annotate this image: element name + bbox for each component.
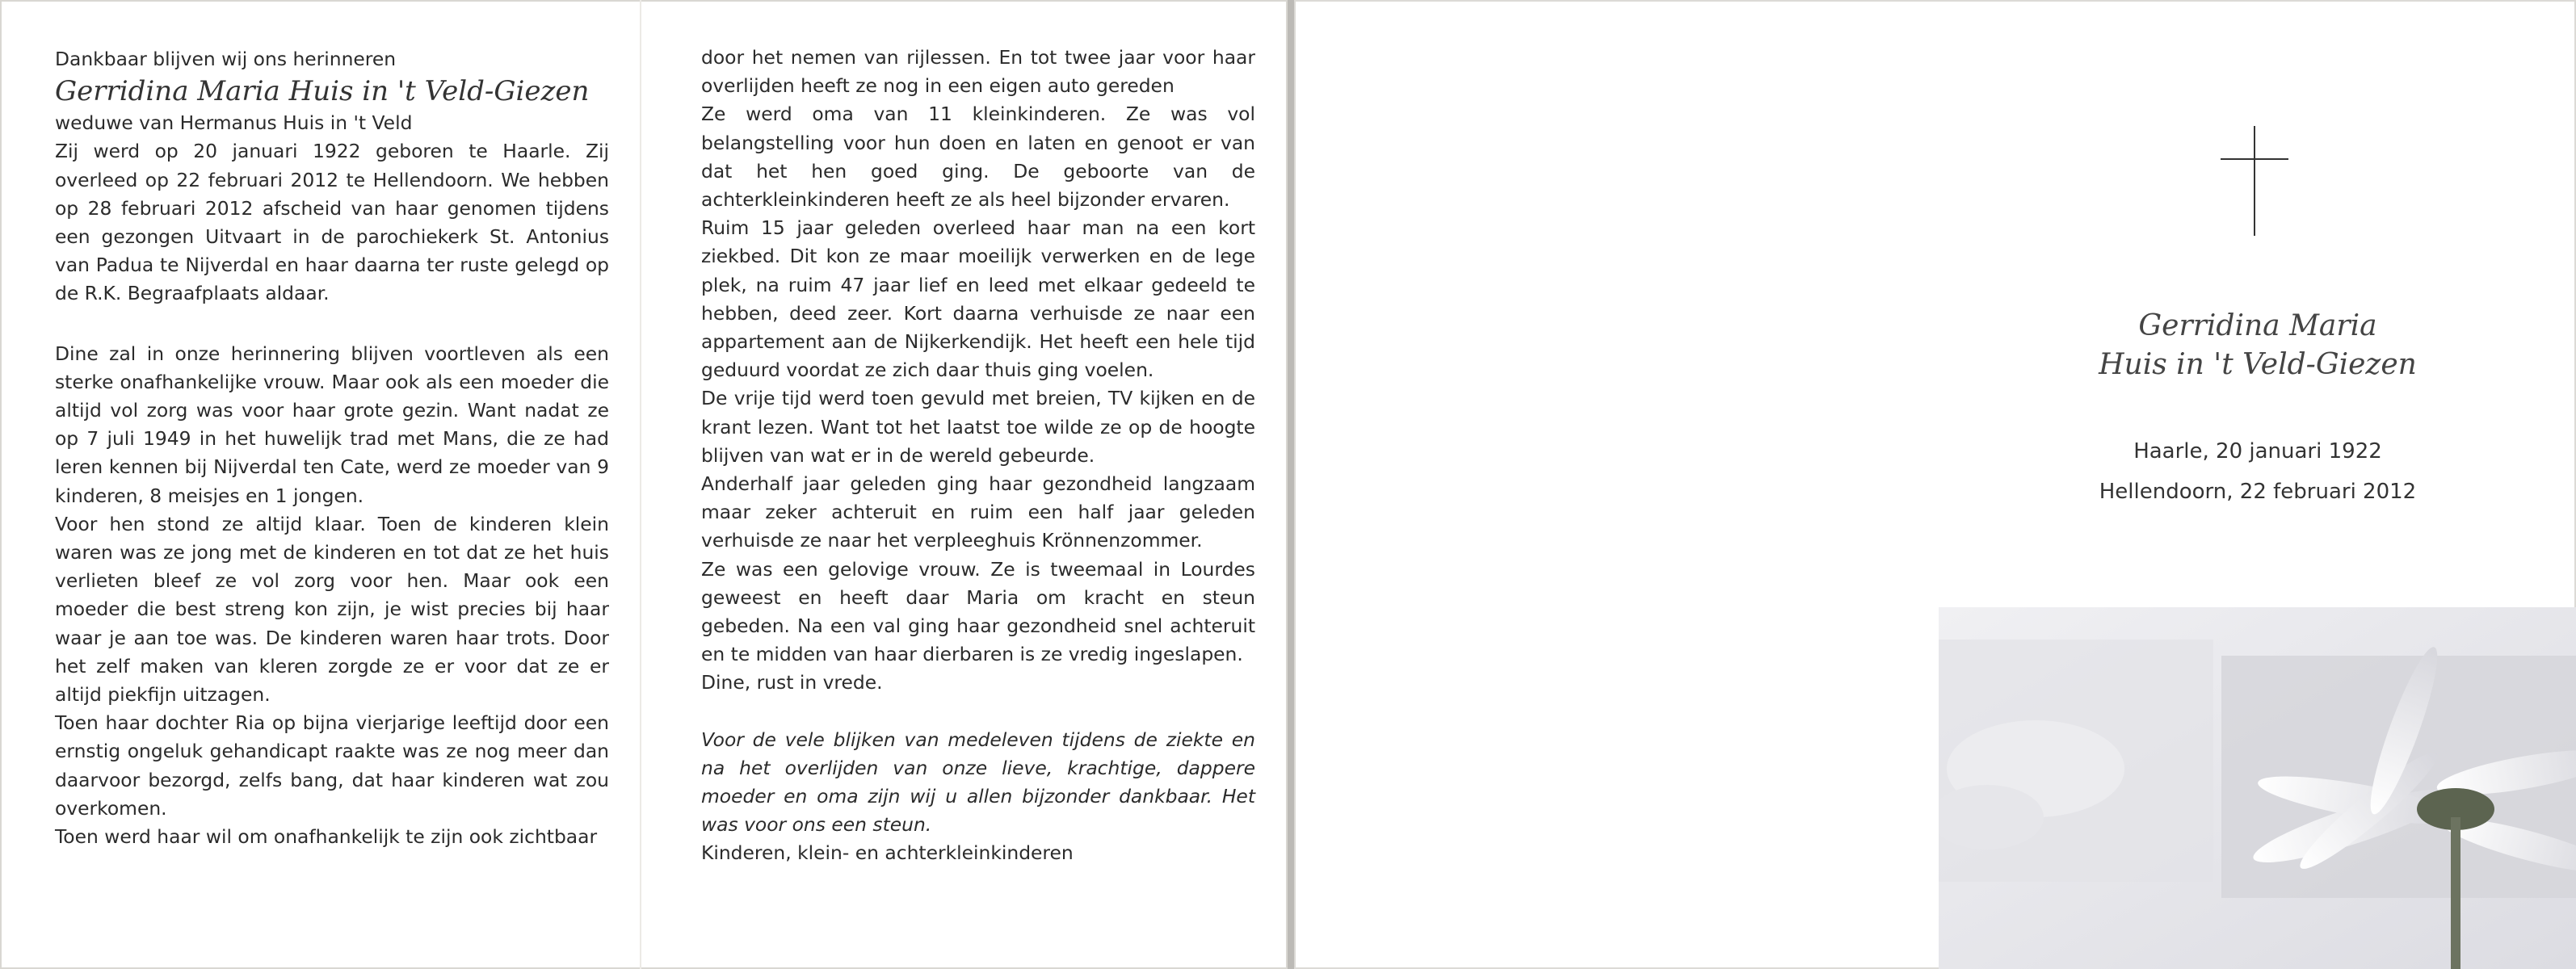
paragraph: Anderhalf jaar geleden ging haar gezondheid langzaam maar zeker achteruit en ruim een half jaar geleden verhuisde ze naar het verpleeghuis Krönnenzommer. bbox=[701, 472, 1255, 552]
left-column bbox=[55, 45, 609, 851]
cover-dates bbox=[1858, 431, 2576, 512]
deceased-name: Gerridina Maria Huis in 't Veld-Giezen bbox=[55, 75, 590, 108]
cover-name-line-1: Gerridina Maria bbox=[2138, 309, 2377, 342]
fold-line bbox=[640, 0, 641, 969]
death-line: Hellendoorn, 22 februari 2012 bbox=[2099, 480, 2417, 504]
paragraph: door het nemen van rijlessen. En tot twee jaar voor haar overlijden heeft ze nog in een eigen auto gereden bbox=[701, 46, 1255, 98]
paragraph: Dine, rust in vrede. bbox=[701, 671, 883, 694]
paragraph: Ruim 15 jaar geleden overleed haar man na een kort ziekbed. Dit kon ze maar moeilijk verwerken en de lege plek, na ruim 47 jaar lief en leed met elkaar gedeeld te hebben, deed zeer. Kort daarna verhuisde ze naar een appartement aan de Nijkerkendijk. Het heeft een hele tijd geduurd voordat ze zich daar thuis ging voelen. bbox=[701, 216, 1255, 382]
paragraph: Zij werd op 20 januari 1922 geboren te Haarle. Zij overleed op 22 februari 2012 te Hellendoorn. We hebben op 28 februari 2012 afscheid van haar genomen tijdens een gezongen Uitvaart in de parochiekerk St. Antonius van Padua te Nijverdal en haar daarna ter ruste gelegd op de R.K. Begraafplaats aldaar. bbox=[55, 140, 609, 305]
cover-name bbox=[1858, 307, 2576, 384]
intro-line: Dankbaar blijven wij ons herinneren bbox=[55, 48, 397, 70]
cover-name-line-2: Huis in 't Veld-Giezen bbox=[2099, 348, 2417, 381]
daisy-image bbox=[1939, 607, 2576, 969]
paragraph: Dine zal in onze herinnering blijven voortleven als een sterke onafhankelijke vrouw. Maar ook als een moeder die altijd vol zorg was voor haar grote gezin. Want nadat ze op 7 juli 1949 in het huwelijk trad met Mans, die ze had leren kennen bij Nijverdal ten Cate, werd ze moeder van 9 kinderen, 8 meisjes en 1 jongen. bbox=[55, 342, 609, 507]
flower-icon bbox=[1939, 607, 2576, 969]
paragraph: Ze was een gelovige vrouw. Ze is tweemaal in Lourdes geweest en heeft daar Maria om kracht en steun gebeden. Na een val ging haar gezondheid snel achteruit en te midden van haar dierbaren is ze vredig ingeslapen. bbox=[701, 557, 1255, 666]
paragraph: De vrije tijd werd toen gevuld met breien, TV kijken en de krant lezen. Want tot het laatst toe wilde ze op de hoogte blijven van wat er in de wereld gebeurde. bbox=[701, 387, 1255, 467]
signature: Kinderen, klein- en achterkleinkinderen bbox=[701, 841, 1074, 865]
cross-icon bbox=[2221, 126, 2288, 236]
middle-column bbox=[701, 44, 1255, 868]
paragraph: Toen haar dochter Ria op bijna vierjarige leeftijd door een ernstig ongeluk gehandicapt raakte was ze nog meer dan daarvoor bezorgd, zelfs bang, dat haar kinderen wat zou overkomen. bbox=[55, 711, 609, 820]
thanks-text: Voor de vele blijken van medeleven tijdens de ziekte en na het overlijden van onze lieve, krachtige, dappere moeder en oma zijn wij u allen bijzonder dankbaar. Het was voor ons een steun. bbox=[701, 728, 1255, 837]
paragraph: Voor hen stond ze altijd klaar. Toen de kinderen klein waren was ze jong met de kinderen en tot dat ze het huis verlieten bleef ze vol zorg voor hen. Maar ook een moeder die best streng kon zijn, je wist precies bij haar waar je aan toe was. De kinderen waren haar trots. Door het zelf maken van kleren zorgde ze er voor dat ze er altijd piekfijn uitzagen. bbox=[55, 512, 609, 707]
paragraph: Toen werd haar wil om onafhankelijk te zijn ook zichtbaar bbox=[55, 825, 598, 849]
card-gap bbox=[1288, 0, 1294, 969]
birth-line: Haarle, 20 januari 1922 bbox=[2133, 439, 2382, 464]
paragraph: Ze werd oma van 11 kleinkinderen. Ze was vol belangstelling voor hun doen en laten en genoot er van dat het hen goed ging. De geboorte van de achterkleinkinderen heeft ze als heel bijzonder ervaren. bbox=[701, 103, 1255, 212]
widow-line: weduwe van Hermanus Huis in 't Veld bbox=[55, 111, 413, 135]
